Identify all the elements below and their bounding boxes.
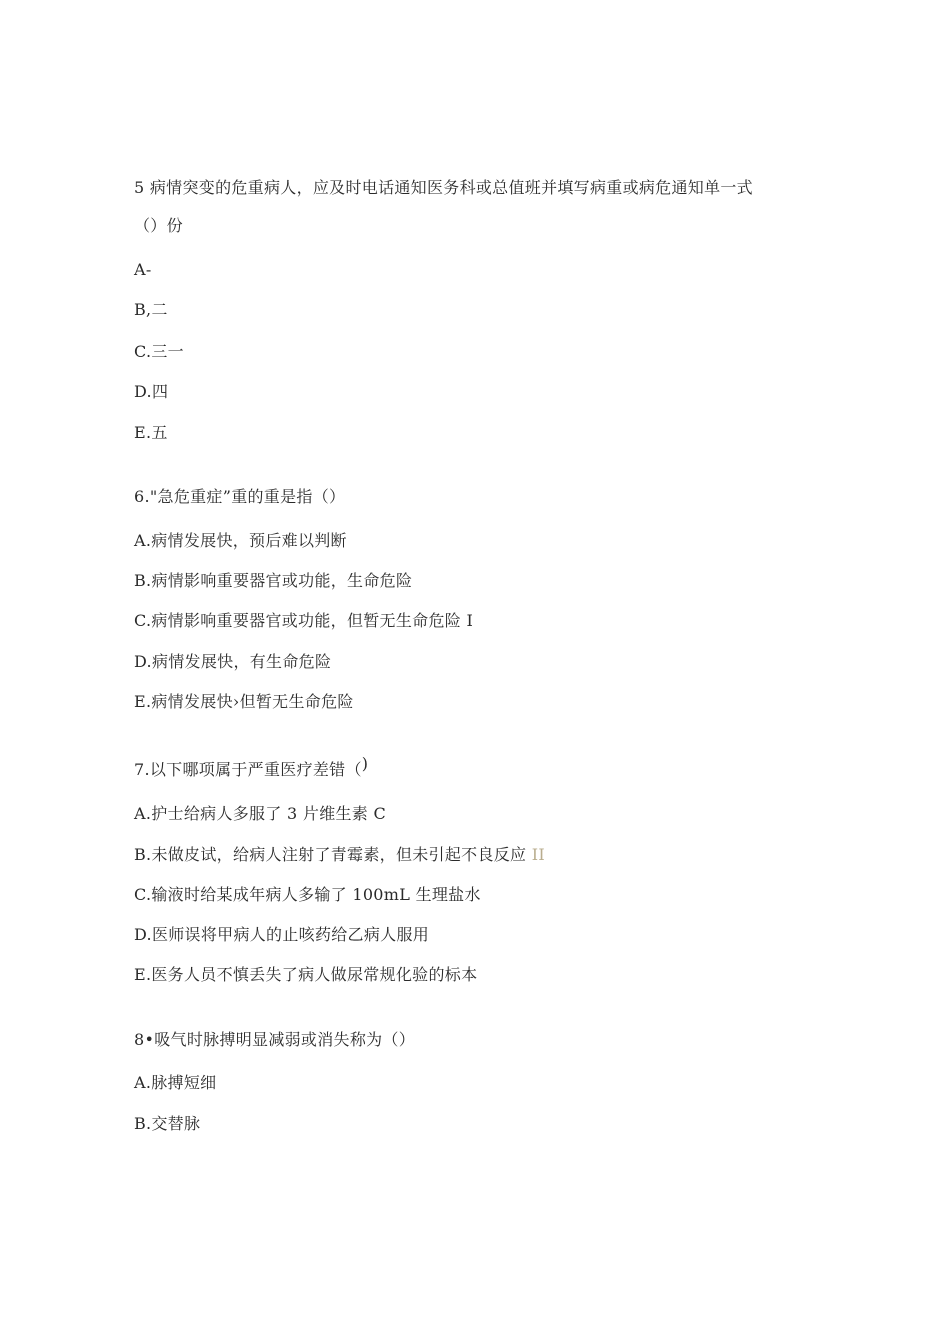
question-6-option-e: E.病情发展快›但暂无生命危险 <box>134 692 354 711</box>
question-8-stem: 8•吸气时脉搏明显减弱或消失称为（） <box>134 1030 416 1049</box>
question-5-option-c: C.三一 <box>134 342 184 361</box>
question-6-option-a: A.病情发展快，预后难以判断 <box>134 531 347 550</box>
question-5-stem-line-2: （）份 <box>134 216 183 235</box>
question-5-option-a: A- <box>134 260 152 279</box>
question-6-option-b: B.病情影响重要器官或功能，生命危险 <box>134 571 413 590</box>
question-7-option-a: A.护士给病人多服了 3 片维生素 C <box>134 804 387 823</box>
question-7-option-b-mark: II <box>531 845 545 864</box>
question-7-option-d: D.医师误将甲病人的止咳药给乙病人服用 <box>134 925 430 944</box>
question-7-stem-paren: ) <box>361 754 369 773</box>
question-5-stem-line-1: 5 病情突变的危重病人，应及时电话通知医务科或总值班并填写病重或病危通知单一式 <box>134 178 753 197</box>
question-6-stem: 6."急危重症”重的重是指（） <box>134 487 346 506</box>
question-7-option-c: C.输液时给某成年病人多输了 100mL 生理盐水 <box>134 885 481 904</box>
question-7-option-b-text: B.未做皮试，给病人注射了青霉素，但未引起不良反应 <box>134 845 527 864</box>
question-5-option-e: E.五 <box>134 423 168 442</box>
question-7-stem-text: 7.以下哪项属于严重医疗差错（ <box>134 760 362 779</box>
question-8-option-b: B.交替脉 <box>134 1114 201 1133</box>
question-8-option-a: A.脉搏短细 <box>134 1073 217 1092</box>
question-7-option-e: E.医务人员不慎丢失了病人做尿常规化验的标本 <box>134 965 478 984</box>
question-6-option-d: D.病情发展快，有生命危险 <box>134 652 332 671</box>
question-6-option-c: C.病情影响重要器官或功能，但暂无生命危险 I <box>134 611 474 630</box>
question-7-option-b <box>134 845 545 865</box>
question-7-stem <box>134 754 369 780</box>
question-5-option-d: D.四 <box>134 382 169 401</box>
question-5-option-b: B,二 <box>134 300 168 319</box>
